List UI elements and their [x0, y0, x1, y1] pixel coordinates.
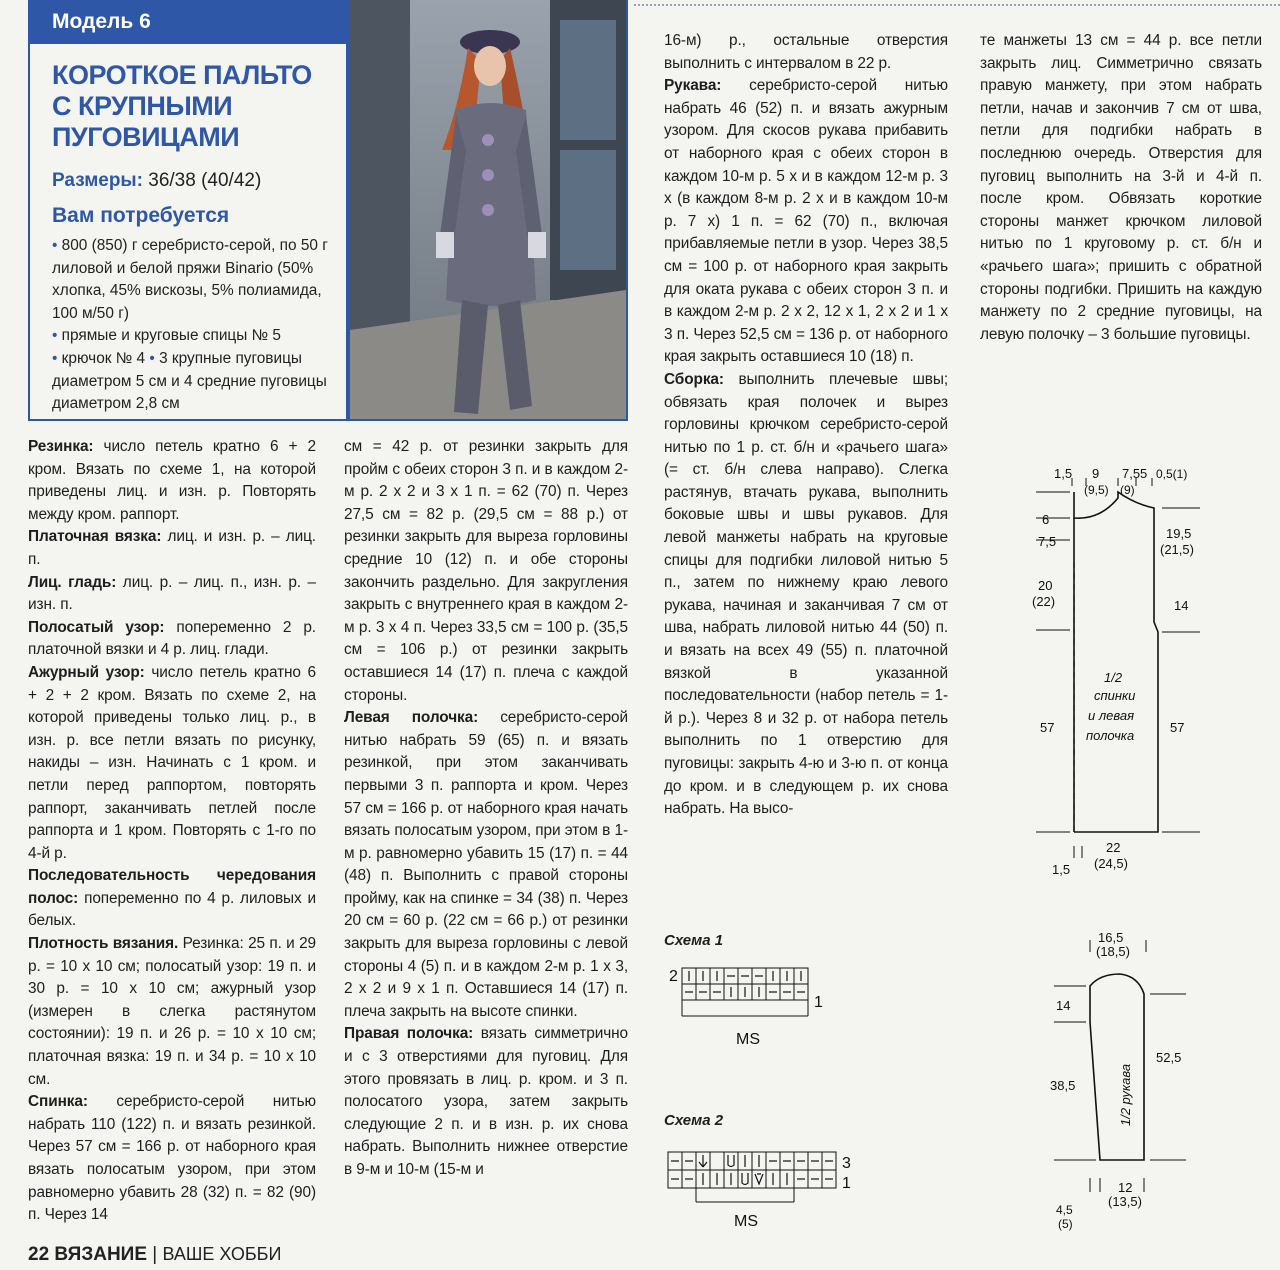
text-column-1 [28, 436, 316, 1227]
model-photo-illustration [350, 0, 626, 421]
model-photo [348, 0, 628, 421]
magazine-subtitle: ВАШЕ ХОББИ [162, 1244, 282, 1264]
paragraph: Сборка: выполнить плечевые швы; обвязать края полочек и вырез горловины крючком серебристо-серой нитью по 1 р. ст. б/н и «рачьего шага» (= ст. б/н слева направо). Слегка растянув, втачать рукава, выполнить боковые швы и швы рукавов. Для левой манжеты набрать на круговые спицы для подгибки лиловой нитью 5 п., затем по нижнему краю левого рукава, начиная и заканчивая 7 см от шва, набрать лиловой нитью 44 (50) п. и вязать на всех 49 (55) п. платочной вязкой в указанной последовательности (набор петель = 1-й р.). Через 8 и 32 р. от набора петель выполнить по 1 отверстию для пуговицы: закрыть 4-ю и 3-ю п. от конца до кром. и в следующем р. их снова набрать. На высо- [664, 370, 948, 818]
scheme-2-row-label: 3 [842, 1155, 851, 1172]
paragraph: Плотность вязания. Резинка: 25 п. и 29 р. = 10 х 10 см; полосатый узор: 19 п. и 30 р. = 10 х 10 см; ажурный узор (измерен в слегка растянутом состоянии): 19 п. и 26 р. = 10 х 10 см; платочная вязка: 19 п. и 34 р. = 10 х 10 см. [28, 935, 316, 1088]
text-column-2 [344, 436, 628, 1182]
pattern-label: 1/2 [1104, 670, 1123, 685]
pattern-label: полочка [1086, 728, 1135, 743]
bullet-icon: • [52, 237, 62, 254]
bullet-icon: • [52, 349, 62, 367]
bullet-icon: • [52, 327, 62, 345]
title-line: ПУГОВИЦАМИ [52, 122, 240, 152]
paragraph: см = 42 р. от резинки закрыть для пройм с обеих сторон 3 п. и в каждом 2-м р. 2 х 2 и 3 х 1 п. = 62 (70) п. Через 27,5 см = 82 р. (29,5 см = 88 р.) от резинки закрыть для выреза горловины средние 10 (12) п. и обе стороны закончить раздельно. Для закругления закрыть с внутреннего края в каждом 2-м р. 3 х 4 п. Через 33,5 см = 100 р. (35,5 см = 106 р.) от резинки закрыть оставшиеся 14 (17) п. плеча с каждой стороны. [344, 438, 628, 704]
scheme-1-repeat-label: MS [736, 1031, 760, 1048]
dim-label: 9 [1092, 466, 1100, 481]
dim-label: 6 [1042, 512, 1050, 527]
dim-label: (9) [1120, 483, 1135, 497]
dim-label: 0,5(1) [1156, 467, 1188, 481]
sizes-line [52, 170, 342, 192]
material-item: • 800 (850) г серебристо-серой, по 50 г лиловой и белой пряжи Binario (50% хлопка, 45% вискозы, 5% полиамида, 100 м/50 г) [52, 237, 328, 322]
materials-title: Вам потребуется [52, 204, 230, 227]
paragraph: Лиц. гладь: лиц. р. – лиц. п., изн. р. – изн. п. [28, 573, 316, 614]
scheme-1-title: Схема 1 [664, 932, 724, 949]
dim-label: 57 [1040, 720, 1055, 735]
paragraph: Левая полочка: серебристо-серой нитью набрать 59 (65) п. и вязать резинкой, при этом заканчивать первыми 3 п. раппорта и кром. Через 57 см = 166 р. от наборного края начать вязать полосатым узором, при этом в 1-м р. равномерно убавить 15 (17) п. = 44 (48) п. Выполнить с правой стороны пройму, как на спинке = 34 (38) п. Через 20 см = 60 р. (22 см = 66 р.) от резинки закрыть для выреза горловины с левой стороны 4 (5) п. и в каждом 2-м р. 1 х 3, 2 х 2 и 9 х 1 п. Оставшиеся 14 (17) п. плеча закрыть на высоте спинки. [344, 709, 628, 1020]
paragraph: Рукава: серебристо-серой нитью набрать 46 (52) п. и вязать ажурным узором. Для скосов рукава прибавить от наборного края с обеих сторон в каждом 10-м р. 5 х и в каждом 12-м р. 3 х (в каждом 8-м р. 2 х и в каждом 10-м р. 7 х) 1 п. = 62 (70) п., включая прибавляемые петли в узор. Через 38,5 см = 100 р. от наборного края закрыть для оката рукава с обеих сторон 3 п. и в каждом 2-м р. 2 х 2, 12 х 1, 2 х 2 и 1 х 3 п. Через 52,5 см = 136 р. от наборного края закрыть оставшиеся 10 (18) п. [664, 77, 948, 366]
dim-label: (18,5) [1096, 944, 1130, 959]
scheme-2-row-label: 1 [842, 1175, 851, 1192]
paragraph: Платочная вязка: лиц. и изн. р. – лиц. п. [28, 528, 316, 568]
dim-label: (21,5) [1160, 542, 1194, 557]
dim-label: 1,5 [1052, 862, 1071, 877]
scheme-1-row-label: 2 [669, 968, 678, 985]
paragraph: те манжеты 13 см = 44 р. все петли закрыть лиц. Симметрично связать правую манжету, при этом набрать петли, начав и закончив 7 см от шва, петли для подгибки набрать в последнюю очередь. Отверстия для пуговиц выполнить на 3-й и 4-й п. после кром. Обвязать короткие стороны манжет крючком лиловой нитью по 1 круговому р. ст. б/н и «рачьего шага»; пришить с обратной стороны подгибки. Пришить на каждую манжету по 2 средние пуговицы, на левую полочку – 3 большие пуговицы. [980, 32, 1262, 343]
scheme-1-chart [664, 958, 844, 1050]
dim-label: 7,5 [1038, 534, 1057, 549]
footer-separator: | [147, 1244, 163, 1265]
paragraph: 16-м) р., остальные отверстия выполнить с интервалом в 22 р. [664, 32, 948, 72]
dotted-separator [634, 4, 1280, 6]
dim-label: 5 [1140, 466, 1148, 481]
bullet-icon: • [149, 349, 155, 367]
dim-label: (5) [1058, 1217, 1073, 1231]
scheme-2-repeat-label: MS [734, 1213, 758, 1230]
pattern-label: 1/2 рукава [1118, 1063, 1133, 1126]
material-item: • крючок № 4 • 3 крупные пуговицы диаметром 5 см и 4 средние пуговицы диаметром 2,8 см [52, 349, 327, 413]
paragraph: Последовательность чередования полос: попеременно по 4 р. лиловых и белых. [28, 867, 316, 930]
pattern-label: спинки [1094, 688, 1136, 703]
paragraph: Ажурный узор: число петель кратно 6 + 2 + 2 кром. Вязать по схеме 2, на которой приведены только лиц. р., в изн. р. все петли вязать по рисунку, накиды – изн. Начинать с 1 кром. и петли перед раппортом, повторять раппорт, заканчивать петлей после раппорта и 1 кром. Повторять с 1-го по 4-й р. [28, 663, 316, 862]
sizes-label: Размеры: [52, 170, 143, 191]
paragraph: Спинка: серебристо-серой нитью набрать 110 (122) п. и вязать резинкой. Через 57 см = 166 р. от наборного края вязать полосатым узором, при этом равномерно убавить 28 (32) п. = 82 (90) п. Через 14 [28, 1093, 316, 1224]
dim-label: 19,5 [1166, 526, 1192, 541]
dim-label: 52,5 [1156, 1050, 1182, 1065]
materials-list [52, 235, 332, 416]
paragraph: Резинка: число петель кратно 6 + 2 кром. Вязать по схеме 1, на которой приведены лиц. и изн. р. Повторять между кром. раппорт. [28, 438, 316, 523]
dim-label: (24,5) [1094, 856, 1128, 871]
page-footer [28, 1244, 281, 1266]
dim-label: (9,5) [1084, 483, 1109, 497]
pattern-label: и левая [1088, 708, 1135, 723]
title-line: С КРУПНЫМИ [52, 91, 233, 121]
sleeve-pattern [1030, 920, 1270, 1240]
scheme-1-row-label: 1 [814, 994, 823, 1011]
dim-label: 7,5 [1122, 466, 1141, 481]
dim-label: 57 [1170, 720, 1185, 735]
scheme-2-chart [664, 1146, 864, 1234]
magazine-name: ВЯЗАНИЕ [54, 1244, 148, 1265]
paragraph: Полосатый узор: попеременно 2 р. платочной вязки и 4 р. лиц. глади. [28, 618, 316, 659]
dim-label: 16,5 [1098, 930, 1124, 945]
text-column-3 [664, 30, 948, 821]
model-label: Модель 6 [28, 0, 348, 44]
dim-label: 4,5 [1056, 1203, 1073, 1217]
page-number: 22 [28, 1244, 50, 1265]
dim-label: 38,5 [1050, 1078, 1076, 1093]
article-title [52, 60, 342, 153]
paragraph: Правая полочка: вязать симметрично и с 3 отверстиями для пуговиц. Для этого провязать в лиц. р. кром. и 3 п. полосатого узора, затем закрыть следующие 2 п. и в изн. р. их снова набрать. Выполнить нижнее отверстие в 9-м и 10-м (15-м и [344, 1025, 629, 1178]
dim-label: (22) [1032, 594, 1056, 609]
back-front-pattern [1030, 460, 1270, 880]
text-column-4 [980, 30, 1262, 346]
sizes-value: 36/38 (40/42) [142, 170, 262, 191]
title-line: КОРОТКОЕ ПАЛЬТО [52, 60, 312, 90]
dim-label: 12 [1118, 1180, 1133, 1195]
scheme-2-title: Схема 2 [664, 1112, 724, 1129]
dim-label: 22 [1106, 840, 1121, 855]
dim-label: 14 [1174, 598, 1189, 613]
dim-label: 1,5 [1054, 466, 1073, 481]
dim-label: 20 [1038, 578, 1053, 593]
material-item: • прямые и круговые спицы № 5 [52, 327, 281, 345]
dim-label: 14 [1056, 998, 1071, 1013]
dim-label: (13,5) [1108, 1194, 1142, 1209]
